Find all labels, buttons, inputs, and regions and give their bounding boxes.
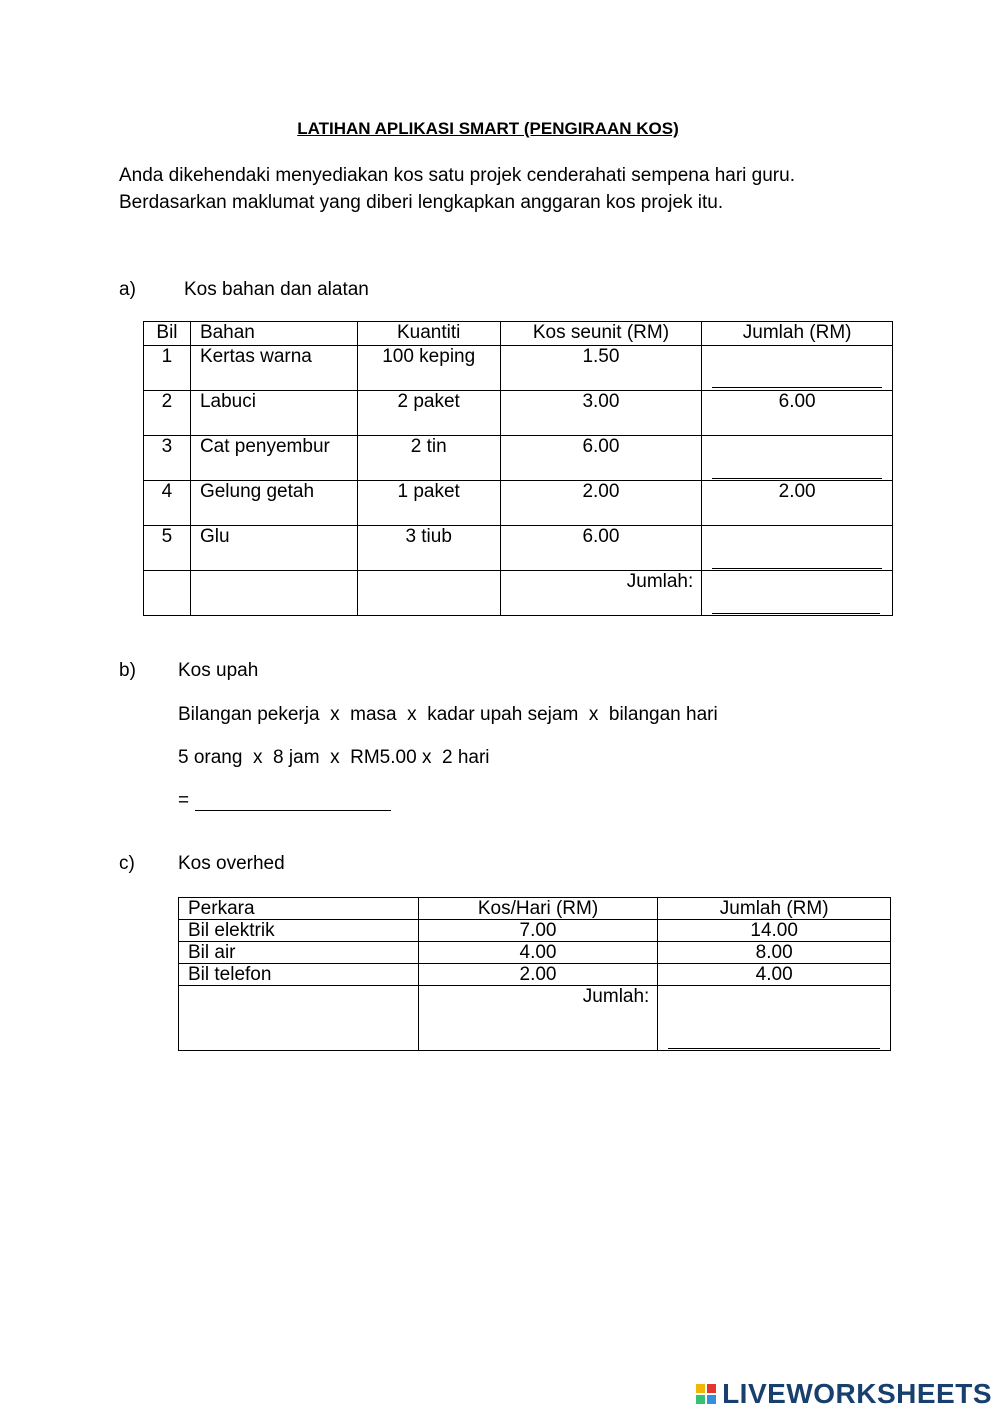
cell-bahan: Gelung getah	[190, 481, 357, 526]
intro-line-1: Anda dikehendaki menyediakan kos satu projek cenderahati sempena hari guru.	[119, 165, 795, 186]
table-header-row	[179, 898, 891, 920]
header-kuantiti: Kuantiti	[357, 322, 500, 346]
cell-bil: 1	[144, 346, 191, 391]
cell-kos: 1.50	[500, 346, 702, 391]
cell-jumlah: 8.00	[658, 942, 891, 964]
header-jumlah: Jumlah (RM)	[658, 898, 891, 920]
answer-line	[712, 613, 880, 614]
header-bahan: Bahan	[190, 322, 357, 346]
table-row	[179, 964, 891, 986]
answer-line	[712, 387, 882, 388]
answer-line	[668, 1048, 880, 1049]
cell-kos: 3.00	[500, 391, 702, 436]
equals-sign: =	[178, 790, 190, 811]
total-label: Jumlah:	[418, 986, 658, 1051]
table-row	[144, 346, 893, 391]
header-kos-seunit: Kos seunit (RM)	[500, 322, 702, 346]
header-jumlah: Jumlah (RM)	[702, 322, 893, 346]
cell-kos: 4.00	[418, 942, 658, 964]
answer-line	[712, 478, 882, 479]
cell-bil: 5	[144, 526, 191, 571]
header-bil: Bil	[144, 322, 191, 346]
cell-kuantiti: 2 paket	[357, 391, 500, 436]
table-row	[144, 526, 893, 571]
table-row	[144, 481, 893, 526]
cell-bil: 3	[144, 436, 191, 481]
table-row	[179, 942, 891, 964]
wage-formula: Bilangan pekerja x masa x kadar upah sejam x bilangan hari	[178, 704, 718, 725]
table-total-row	[144, 571, 893, 616]
material-cost-table	[143, 321, 893, 616]
section-a-label: a)	[119, 279, 136, 300]
cell-bahan: Kertas warna	[190, 346, 357, 391]
cell-kos: 2.00	[418, 964, 658, 986]
cell-kos: 2.00	[500, 481, 702, 526]
cell-bahan: Glu	[190, 526, 357, 571]
empty-cell	[144, 571, 191, 616]
cell-kos: 6.00	[500, 436, 702, 481]
table-header-row	[144, 322, 893, 346]
cell-perkara: Bil telefon	[179, 964, 419, 986]
answer-cell-jumlah-1[interactable]	[702, 346, 893, 391]
cell-kuantiti: 1 paket	[357, 481, 500, 526]
table-row	[144, 391, 893, 436]
section-c-heading: Kos overhed	[178, 853, 285, 874]
cell-jumlah: 14.00	[658, 920, 891, 942]
cell-bahan: Labuci	[190, 391, 357, 436]
intro-line-2: Berdasarkan maklumat yang diberi lengkapkan anggaran kos projek itu.	[119, 192, 724, 213]
cell-kos: 6.00	[500, 526, 702, 571]
overhead-cost-table	[178, 897, 891, 1051]
empty-cell	[179, 986, 419, 1051]
section-c-label: c)	[119, 853, 135, 874]
cell-bil: 4	[144, 481, 191, 526]
section-b-label: b)	[119, 660, 136, 681]
wage-calculation: 5 orang x 8 jam x RM5.00 x 2 hari	[178, 747, 490, 768]
page-title: LATIHAN APLIKASI SMART (PENGIRAAN KOS)	[297, 119, 679, 138]
cell-jumlah: 2.00	[702, 481, 893, 526]
liveworksheets-logo	[696, 1378, 992, 1410]
empty-cell	[357, 571, 500, 616]
table-row	[144, 436, 893, 481]
answer-cell-overhead-total[interactable]	[658, 986, 891, 1051]
logo-mark-icon	[696, 1384, 716, 1404]
section-b-heading: Kos upah	[178, 660, 259, 681]
section-a-heading: Kos bahan dan alatan	[184, 279, 369, 300]
cell-perkara: Bil elektrik	[179, 920, 419, 942]
header-kos-hari: Kos/Hari (RM)	[418, 898, 658, 920]
total-label: Jumlah:	[500, 571, 702, 616]
header-perkara: Perkara	[179, 898, 419, 920]
answer-cell-jumlah-5[interactable]	[702, 526, 893, 571]
wage-answer-input[interactable]	[195, 790, 391, 811]
logo-text: LIVEWORKSHEETS	[722, 1378, 992, 1409]
table-total-row	[179, 986, 891, 1051]
answer-cell-jumlah-3[interactable]	[702, 436, 893, 481]
table-row	[179, 920, 891, 942]
cell-kuantiti: 3 tiub	[357, 526, 500, 571]
cell-perkara: Bil air	[179, 942, 419, 964]
cell-kuantiti: 2 tin	[357, 436, 500, 481]
cell-bahan: Cat penyembur	[190, 436, 357, 481]
empty-cell	[190, 571, 357, 616]
cell-jumlah: 6.00	[702, 391, 893, 436]
cell-kos: 7.00	[418, 920, 658, 942]
cell-kuantiti: 100 keping	[357, 346, 500, 391]
answer-cell-jumlah-total[interactable]	[702, 571, 893, 616]
cell-jumlah: 4.00	[658, 964, 891, 986]
cell-bil: 2	[144, 391, 191, 436]
answer-line	[712, 568, 882, 569]
